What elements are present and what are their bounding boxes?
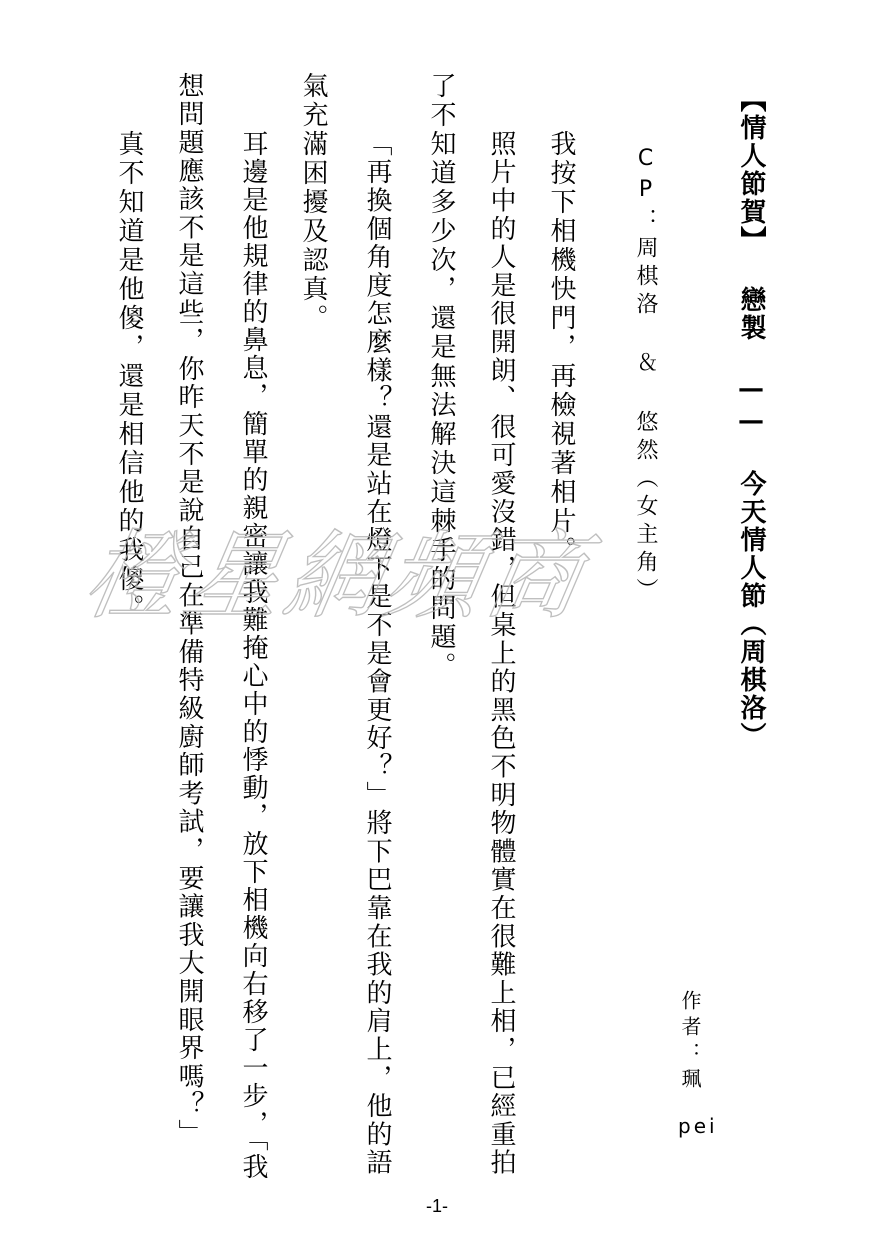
watermark-logo: 橙星網頻商 [76, 520, 597, 632]
page-title: 【情人節賀】 戀製 —— 今天情人節（周棋洛） [736, 86, 766, 750]
author-pen-name: pei [678, 1114, 718, 1138]
cp-line: CP：周棋洛 ＆ 悠然（女主角） [633, 146, 658, 606]
page-number: -1- [426, 1196, 448, 1216]
author-line: 作者：珮 [678, 990, 702, 1094]
body-line-4: 「再換個角度怎麼樣？還是站在燈下是不是會更好？」將下巴靠在我的肩上，他的語 [362, 130, 392, 1178]
body-line-7: 想問題應該不是這些，你昨天不是說自己在準備特級廚師考試，要讓我大開眼界嗎？」 [174, 72, 204, 1148]
body-line-5: 氣充滿困擾及認真。 [298, 72, 328, 333]
body-line-2: 照片中的人是很開朗、很可愛沒錯，但桌上的黑色不明物體實在很難上相，已經重拍 [486, 130, 516, 1178]
body-line-6: 耳邊是他規律的鼻息，簡單的親密讓我難掩心中的悸動，放下相機向右移了一步，「我 [238, 130, 268, 1181]
body-line-1: 我按下相機快門，再檢視著相片。 [546, 130, 576, 565]
body-line-3: 了不知道多少次，還是無法解決這棘手的問題。 [426, 72, 456, 681]
body-line-8: 真不知道是他傻，還是相信他的我傻。 [114, 130, 144, 623]
